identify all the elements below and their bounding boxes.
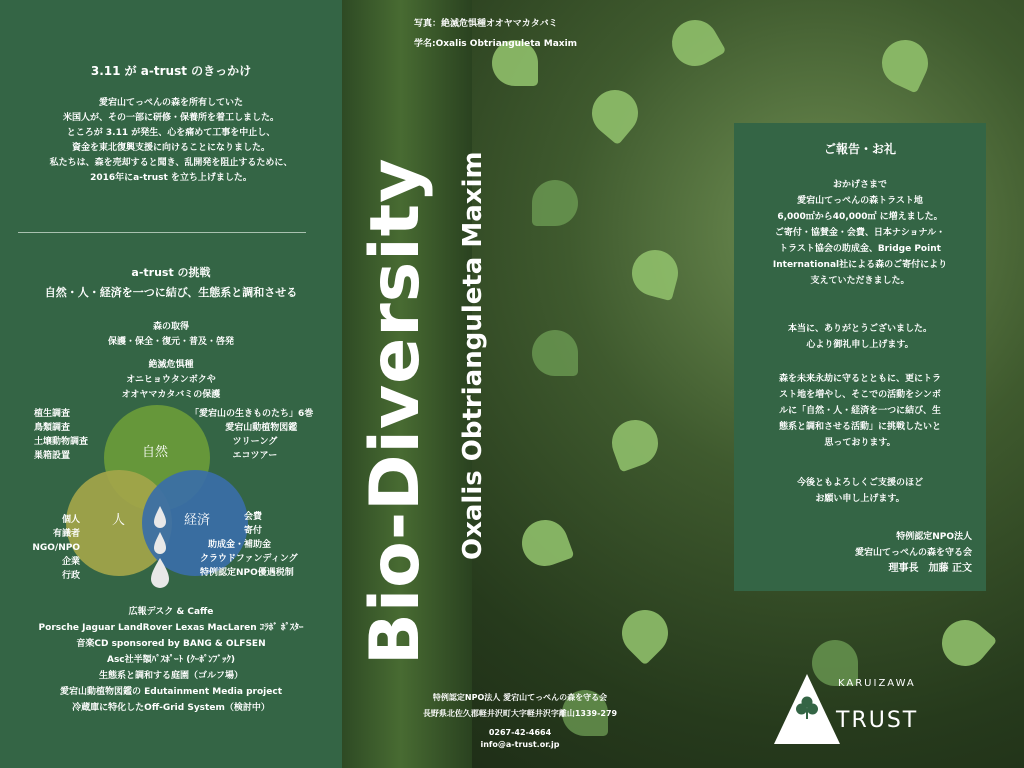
nature-left-item: 巣箱設置 bbox=[34, 451, 71, 461]
people-item: 企業 bbox=[61, 557, 80, 567]
report-para1 bbox=[734, 177, 986, 289]
footer-org: 特例認定NPO法人 愛宕山てっぺんの森を守る会 bbox=[432, 693, 608, 702]
leaf bbox=[627, 245, 683, 301]
report-para3 bbox=[734, 371, 986, 451]
nature-research-list bbox=[34, 407, 88, 463]
origin-line: 愛宕山てっぺんの森を所有していた bbox=[98, 98, 243, 108]
endangered-protection bbox=[0, 358, 342, 403]
economy-item: クラウドファンディング bbox=[200, 554, 298, 564]
report-line: ルに「自然・人・経済を一つに結び、生 bbox=[779, 406, 941, 416]
left-panel bbox=[0, 0, 342, 768]
report-line: 支えていただきました。 bbox=[810, 276, 910, 286]
endangered-line: オニヒョウタンボクや bbox=[126, 375, 216, 385]
economy-item: 寄付 bbox=[244, 526, 263, 536]
report-box bbox=[734, 123, 986, 591]
project-item: 生態系と調和する庭園（ゴルフ場） bbox=[98, 671, 243, 681]
origin-line: 私たちは、森を売却すると聞き、乱開発を阻止するために、 bbox=[49, 158, 293, 168]
report-para4 bbox=[734, 475, 986, 507]
bio-diversity-title: Bio-Diversity bbox=[356, 157, 435, 665]
challenge-title: a-trust の挑戦 bbox=[131, 266, 211, 279]
report-line: お願い申し上げます。 bbox=[815, 494, 905, 504]
people-item: NGO/NPO bbox=[32, 543, 80, 553]
project-item: 広報デスク & Caffe bbox=[128, 607, 214, 617]
leaf bbox=[874, 32, 935, 93]
label-people: 人 bbox=[112, 513, 126, 528]
footer-email[interactable]: info@a-trust.or.jp bbox=[480, 740, 560, 749]
project-item: Porsche Jaguar LandRover Lexas MacLaren ｺﾗﾎﾞ ﾎﾟｽﾀｰ bbox=[38, 623, 304, 633]
footer-address: 長野県北佐久郡軽井沢町大字軽井沢字離山1339-279 bbox=[422, 709, 618, 718]
report-line: 態系と調和させる活動」に挑戦したいと bbox=[778, 422, 941, 432]
economy-list bbox=[200, 510, 298, 580]
water-drops-icon bbox=[148, 504, 172, 590]
project-item: 冷蔵庫に特化したOff-Grid System（検討中） bbox=[72, 703, 270, 713]
signature-line: 愛宕山てっぺんの森を守る会 bbox=[854, 548, 972, 558]
forest-line: 保護・保全・復元・普及・啓発 bbox=[107, 337, 234, 347]
origin-text bbox=[0, 96, 342, 186]
project-item: Asc社半額ﾊﾟｽﾎﾟｰﾄ (ｸｰﾎﾟﾝﾌﾞｯｸ) bbox=[106, 655, 236, 665]
origin-line: 資金を東北復興支援に向けることになりました。 bbox=[71, 143, 270, 153]
people-item: 有識者 bbox=[52, 529, 80, 539]
photo-caption-line2: 学名:Oxalis Obtrianguleta Maxim bbox=[414, 39, 578, 49]
project-list bbox=[0, 604, 342, 716]
nature-right-item: 愛宕山動植物図鑑 bbox=[225, 423, 298, 433]
nature-left-item: 植生調査 bbox=[34, 409, 71, 419]
nature-left-item: 鳥類調査 bbox=[34, 423, 71, 433]
leaf bbox=[933, 611, 998, 676]
report-line: スト地を増やし、そこでの活動をシンボ bbox=[779, 390, 941, 400]
origin-line: 2016年にa-trust を立ち上げました。 bbox=[90, 173, 252, 183]
endangered-line: オオヤマカタバミの保護 bbox=[121, 390, 221, 400]
leaf bbox=[664, 12, 727, 75]
report-line: おかげさまで bbox=[832, 180, 887, 190]
report-line: International社による森のご寄付により bbox=[772, 260, 948, 270]
report-signature bbox=[855, 529, 972, 577]
leaf bbox=[532, 330, 578, 376]
label-economy: 経済 bbox=[184, 513, 211, 528]
people-item: 個人 bbox=[61, 515, 80, 525]
report-line: 愛宕山てっぺんの森トラスト地 bbox=[797, 196, 923, 206]
leaf bbox=[606, 414, 665, 473]
economy-item: 助成金・補助金 bbox=[208, 540, 272, 550]
report-title: ご報告・お礼 bbox=[823, 142, 896, 156]
economy-item: 特例認定NPO優遇税制 bbox=[200, 568, 294, 578]
report-line: ご寄付・協賛金・会費、日本ナショナル・ bbox=[774, 228, 946, 238]
challenge-subtitle: 自然・人・経済を一つに結び、生態系と調和させる bbox=[44, 286, 298, 299]
report-line: トラスト協会の助成金、Bridge Point bbox=[779, 244, 941, 254]
endangered-line: 絶滅危惧種 bbox=[148, 360, 194, 370]
people-item: 行政 bbox=[61, 571, 80, 581]
signature-line: 特例認定NPO法人 bbox=[896, 532, 972, 542]
economy-item: 会費 bbox=[244, 512, 263, 522]
nature-left-item: 土壌動物調査 bbox=[34, 437, 89, 447]
report-line: 今後ともよろしくご支援のほど bbox=[796, 478, 923, 488]
forest-acquisition bbox=[0, 320, 342, 350]
report-line: 思っております。 bbox=[824, 438, 896, 448]
label-nature: 自然 bbox=[142, 445, 169, 460]
nature-right-item: ツリーング bbox=[232, 437, 278, 447]
clover-icon bbox=[794, 694, 820, 720]
report-line: 本当に、ありがとうございました。 bbox=[787, 324, 932, 334]
project-item: 音楽CD sponsored by BANG & OLFSEN bbox=[76, 639, 266, 649]
footer-phone: 0267-42-4664 bbox=[488, 728, 552, 737]
species-subtitle: Oxalis Obtrianguleta Maxim bbox=[458, 151, 488, 560]
photo-caption-line1: 写真：絶滅危惧種オオヤマカタバミ bbox=[414, 19, 558, 29]
report-line: 森を未来永劫に守るとともに、更にトラ bbox=[778, 374, 941, 384]
forest-line: 森の取得 bbox=[152, 322, 189, 332]
leaf bbox=[516, 514, 575, 573]
logo-trust: TRUST bbox=[836, 708, 919, 733]
report-line: 心より御礼申し上げます。 bbox=[806, 340, 914, 350]
nature-activity-list bbox=[190, 407, 313, 463]
signature-line: 理事長 加藤 正文 bbox=[888, 563, 972, 574]
people-list bbox=[20, 513, 80, 583]
nature-right-item: エコツアー bbox=[232, 451, 278, 461]
project-item: 愛宕山動植物図鑑の Edutainment Media project bbox=[59, 687, 282, 697]
leaf bbox=[532, 180, 578, 226]
report-para2 bbox=[734, 321, 986, 353]
origin-line: ところが 3.11 が発生、心を痛めて工事を中止し、 bbox=[66, 128, 276, 138]
nature-right-item: 「愛宕山の生きものたち」6巻 bbox=[190, 409, 314, 419]
logo-karuizawa: KARUIZAWA bbox=[838, 678, 916, 689]
leaf bbox=[612, 600, 677, 665]
section-divider bbox=[18, 232, 306, 233]
origin-title: 3.11 が a-trust のきっかけ bbox=[90, 64, 252, 78]
report-line: 6,000㎡から40,000㎡ に増えました。 bbox=[777, 212, 943, 222]
origin-line: 米国人が、その一部に研修・保養所を着工しました。 bbox=[62, 113, 279, 123]
leaf bbox=[583, 81, 648, 146]
